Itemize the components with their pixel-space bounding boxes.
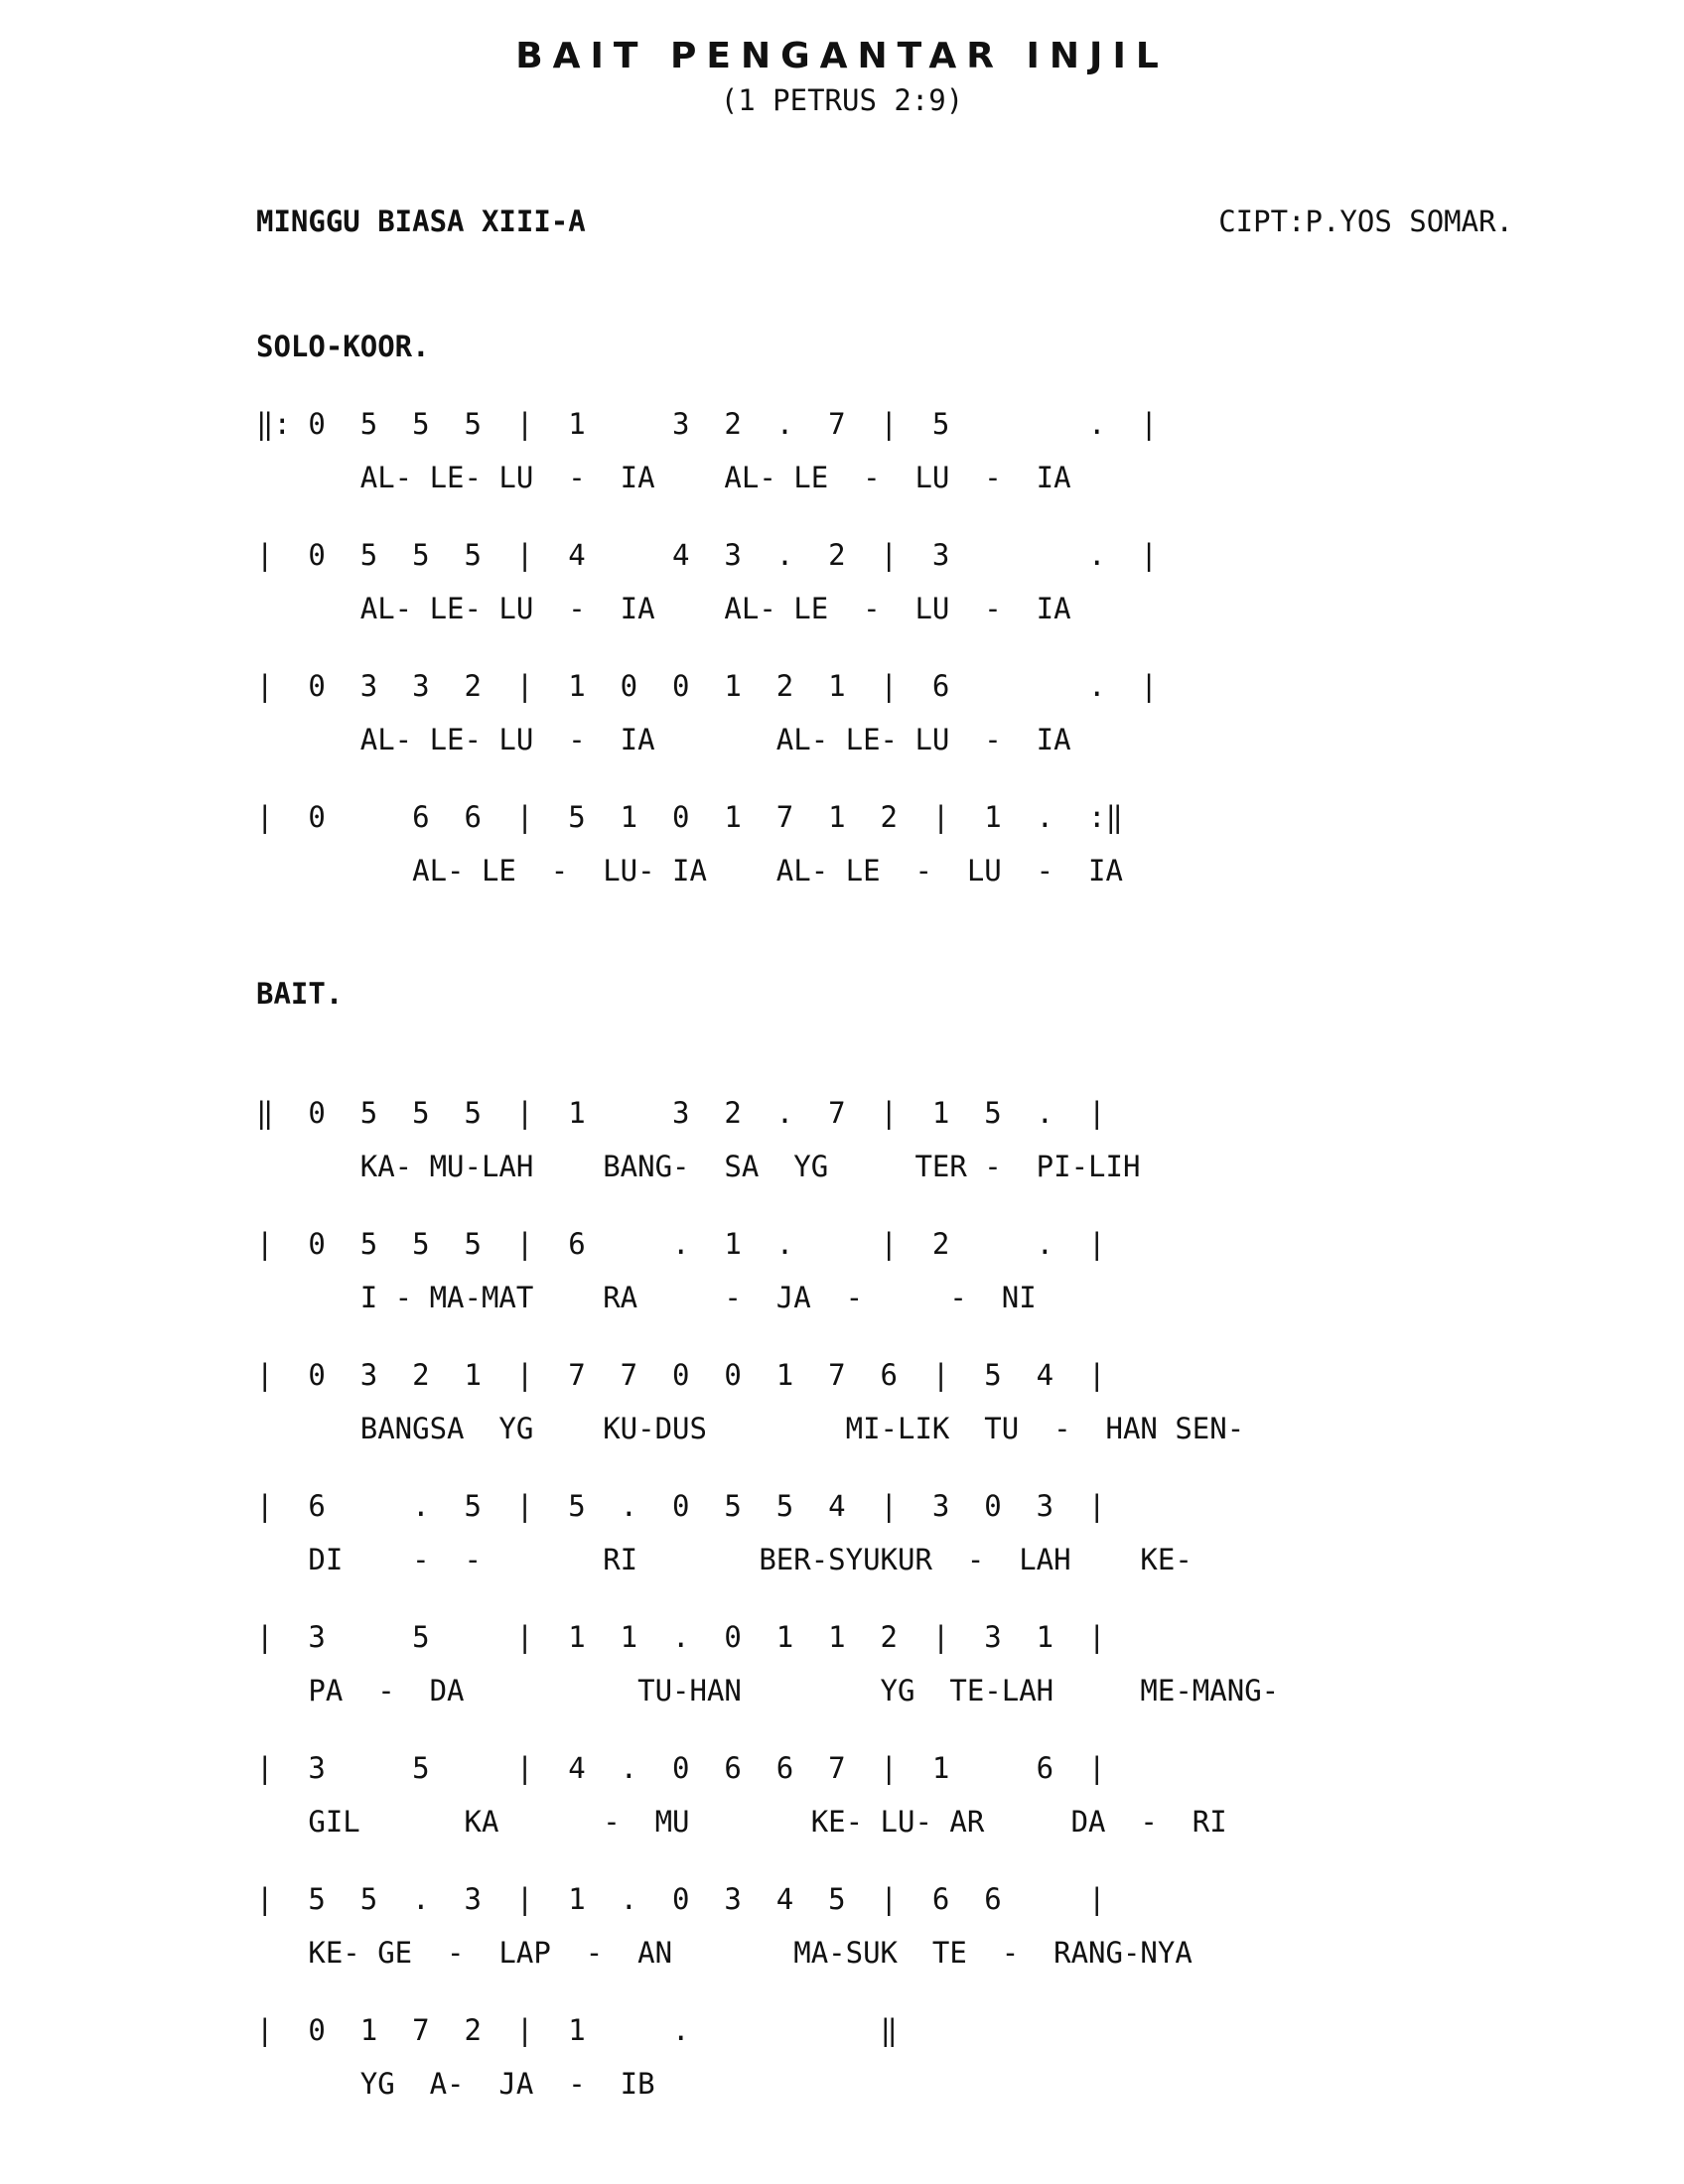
notation-row: | 3 5 | 1 1 . 0 1 1 2 | 3 1 | [256,1620,1106,1654]
notation-row: | 3 5 | 4 . 0 6 6 7 | 1 6 | [256,1751,1106,1785]
section-label-bait: BAIT. [256,977,344,1011]
lyric-row: BANGSA YG KU-DUS MI-LIK TU - HAN SEN- [256,1412,1245,1445]
lyric-row: KA- MU-LAH BANG- SA YG TER - PI-LIH [256,1150,1141,1183]
notation-row: | 0 3 2 1 | 7 7 0 0 1 7 6 | 5 4 | [256,1358,1106,1392]
notation-row: | 5 5 . 3 | 1 . 0 3 4 5 | 6 6 | [256,1882,1106,1916]
lyric-row: AL- LE- LU - IA AL- LE - LU - IA [256,592,1071,625]
lyric-row: YG A- JA - IB [256,2067,655,2101]
page-title: BAIT PENGANTAR INJIL [515,36,1169,76]
lyric-row: DI - - RI BER-SYUKUR - LAH KE- [256,1543,1193,1576]
lyric-row: AL- LE- LU - IA AL- LE- LU - IA [256,723,1071,756]
lyric-row: I - MA-MAT RA - JA - - NI [256,1281,1037,1314]
notation-row: | 0 5 5 5 | 6 . 1 . | 2 . | [256,1227,1106,1261]
lyric-row: AL- LE- LU - IA AL- LE - LU - IA [256,461,1071,494]
notation-row: | 0 1 7 2 | 1 . ‖ [256,2013,899,2047]
notation-row: | 0 3 3 2 | 1 0 0 1 2 1 | 6 . | [256,669,1158,703]
notation-row: | 0 5 5 5 | 4 4 3 . 2 | 3 . | [256,538,1158,572]
lyric-row: PA - DA TU-HAN YG TE-LAH ME-MANG- [256,1674,1280,1707]
notation-row: | 6 . 5 | 5 . 0 5 5 4 | 3 0 3 | [256,1489,1106,1523]
notation-row: ‖ 0 5 5 5 | 1 3 2 . 7 | 1 5 . | [256,1096,1106,1130]
lyric-row: KE- GE - LAP - AN MA-SUK TE - RANG-NYA [256,1936,1193,1970]
section-label-solo-koor: SOLO-KOOR. [256,330,430,363]
composer-credit: CIPT:P.YOS SOMAR. [1218,205,1513,238]
lyric-row: GIL KA - MU KE- LU- AR DA - RI [256,1805,1227,1839]
scripture-reference: (1 PETRUS 2:9) [720,83,964,117]
notation-row: | 0 6 6 | 5 1 0 1 7 1 2 | 1 . :‖ [256,800,1123,834]
lyric-row: AL- LE - LU- IA AL- LE - LU - IA [256,854,1123,887]
notation-row: ‖: 0 5 5 5 | 1 3 2 . 7 | 5 . | [256,407,1158,441]
liturgical-occasion: MINGGU BIASA XIII-A [256,205,586,238]
